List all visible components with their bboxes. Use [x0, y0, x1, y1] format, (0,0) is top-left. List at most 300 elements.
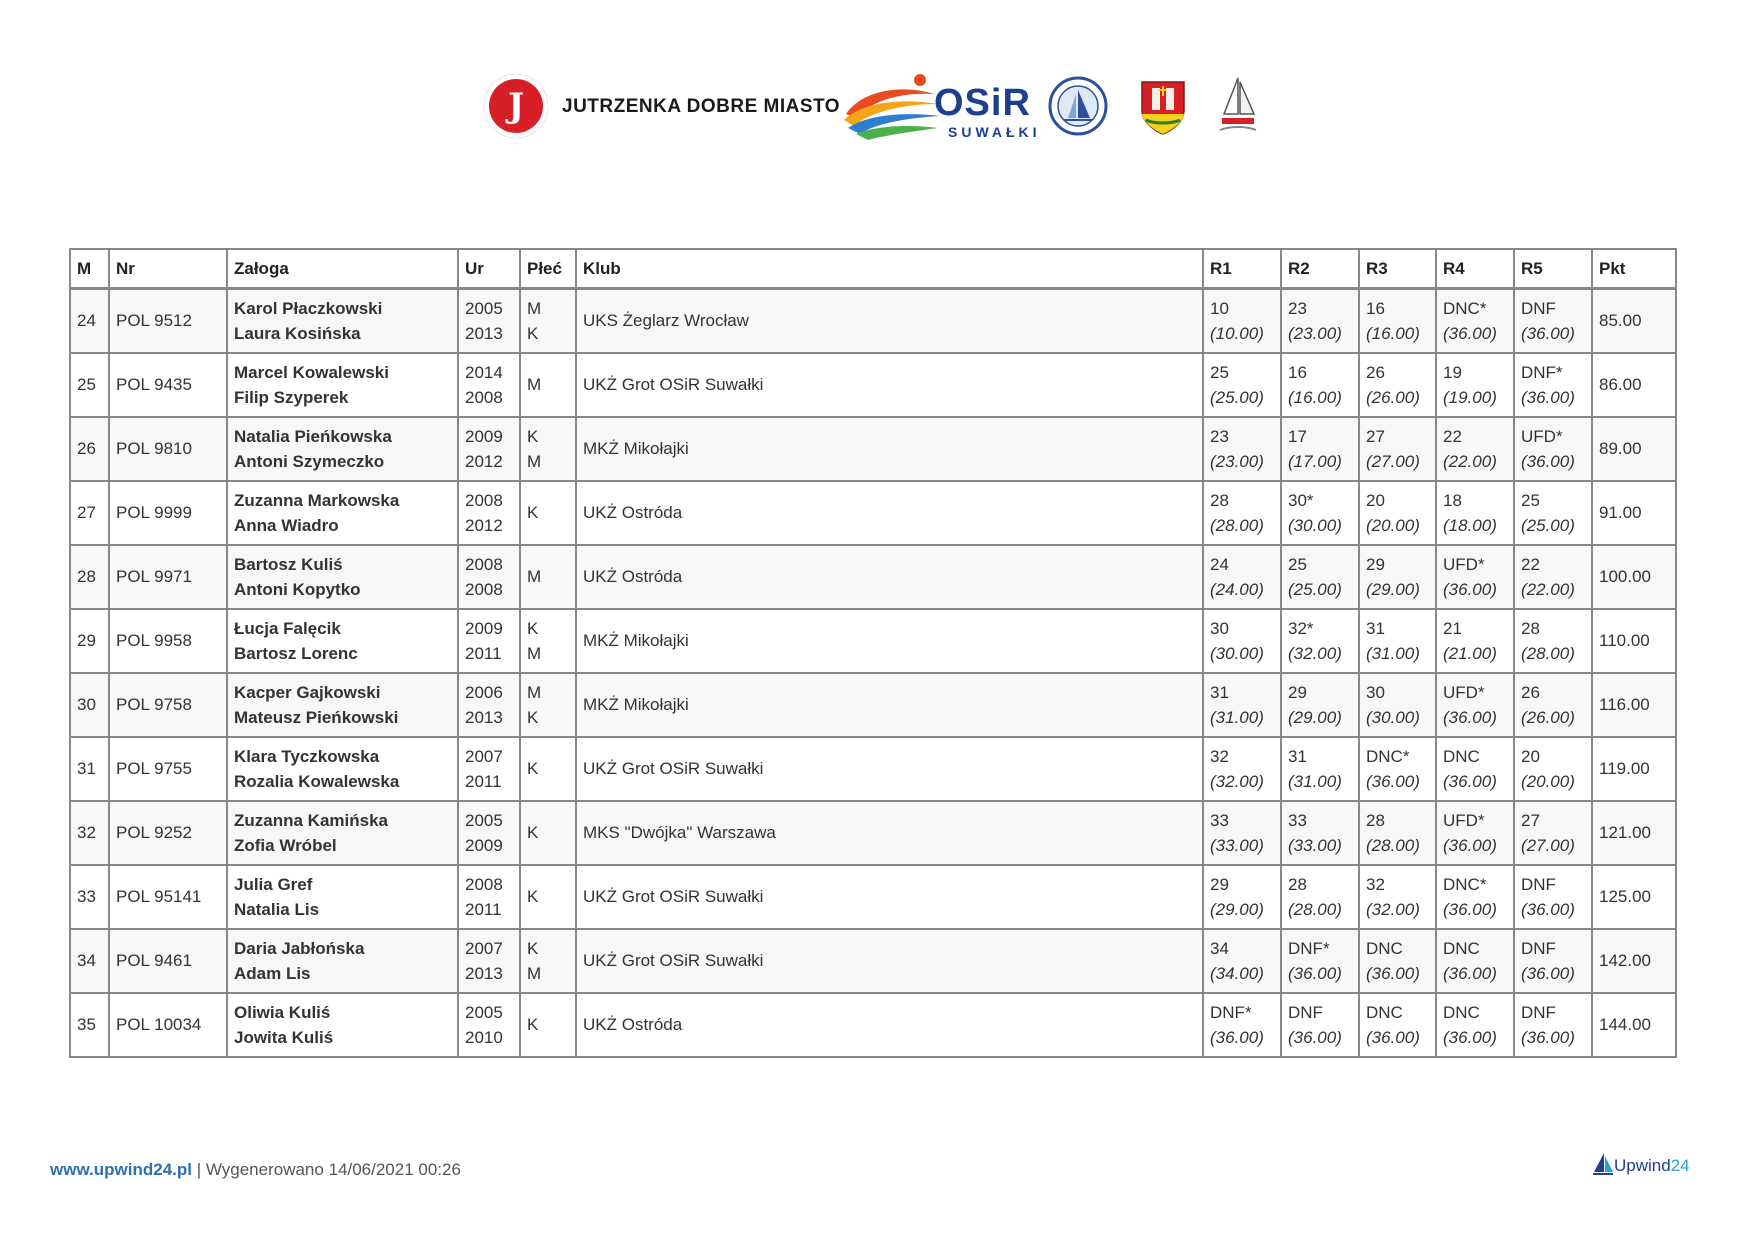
race-result-cell: [1359, 353, 1436, 417]
col-header-nr: Nr: [109, 249, 227, 289]
race-place: 29: [1366, 554, 1385, 574]
birth-year-cell: [458, 801, 520, 865]
race-place: 29: [1288, 682, 1307, 702]
birth-year: 2009: [465, 835, 503, 855]
race-points: (27.00): [1521, 835, 1575, 855]
birth-year: 2005: [465, 298, 503, 318]
race-place: DNF*: [1288, 938, 1330, 958]
sex-cell: [520, 737, 576, 801]
race-points: (23.00): [1288, 323, 1342, 343]
race-place: DNF*: [1521, 362, 1563, 382]
coat-of-arms-logo: [1140, 80, 1186, 136]
sex-value: M: [527, 451, 542, 471]
birth-year: 2012: [465, 515, 503, 535]
race-place: UFD*: [1521, 426, 1563, 446]
sex-cell: [520, 289, 576, 353]
sex-cell: [520, 673, 576, 737]
col-header-r5: R5: [1514, 249, 1592, 289]
crew-member-name: Natalia Pieńkowska: [234, 426, 392, 446]
race-points: (36.00): [1443, 899, 1497, 919]
birth-year-cell: [458, 481, 520, 545]
race-result-cell: [1359, 545, 1436, 609]
race-place: 34: [1210, 938, 1229, 958]
round-emblem-icon: [1048, 76, 1108, 136]
race-result-cell: [1359, 737, 1436, 801]
sex-value: K: [527, 759, 539, 778]
race-result-cell: [1203, 609, 1281, 673]
upwind-sail-icon: [1592, 1152, 1614, 1176]
total-points-cell: 86.00: [1592, 353, 1676, 417]
race-result-cell: [1203, 289, 1281, 353]
table-row: [70, 289, 1676, 353]
race-points: (36.00): [1443, 579, 1497, 599]
upwind-brand-text: [1614, 1156, 1690, 1176]
race-place: 30: [1366, 682, 1385, 702]
crew-member-name: Łucja Falęcik: [234, 618, 341, 638]
crew-member-name: Daria Jabłońska: [234, 938, 365, 958]
sail-number-cell: POL 9958: [109, 609, 227, 673]
race-place: 33: [1210, 810, 1229, 830]
race-result-cell: [1436, 993, 1514, 1057]
position-cell: 30: [70, 673, 109, 737]
race-points: (26.00): [1366, 387, 1420, 407]
jutrzenka-logo: [484, 74, 841, 140]
club-cell: UKŻ Grot OSiR Suwałki: [576, 929, 1203, 993]
sex-value: K: [527, 707, 539, 727]
sail-number-cell: POL 9810: [109, 417, 227, 481]
sex-cell: [520, 353, 576, 417]
race-place: 25: [1288, 554, 1307, 574]
jutrzenka-badge-letter: J: [507, 86, 525, 126]
crew-cell: [227, 737, 458, 801]
race-result-cell: [1514, 673, 1592, 737]
table-row: [70, 929, 1676, 993]
birth-year: 2008: [465, 387, 503, 407]
race-result-cell: [1281, 929, 1359, 993]
race-points: (22.00): [1521, 579, 1575, 599]
race-place: DNC: [1443, 1002, 1480, 1022]
race-result-cell: [1514, 545, 1592, 609]
club-cell: UKŻ Grot OSiR Suwałki: [576, 737, 1203, 801]
sex-value: M: [527, 567, 542, 586]
sex-value: K: [527, 887, 539, 906]
race-result-cell: [1436, 609, 1514, 673]
sail-number-cell: POL 9512: [109, 289, 227, 353]
crew-member-name: Karol Płaczkowski: [234, 298, 383, 318]
birth-year-cell: [458, 993, 520, 1057]
birth-year: 2011: [465, 643, 502, 663]
crew-cell: [227, 481, 458, 545]
birth-year-cell: [458, 929, 520, 993]
race-points: (28.00): [1521, 643, 1575, 663]
total-points-cell: 91.00: [1592, 481, 1676, 545]
race-place: 23: [1288, 298, 1307, 318]
birth-year: 2005: [465, 810, 503, 830]
race-place: 24: [1210, 554, 1229, 574]
race-points: (25.00): [1288, 579, 1342, 599]
birth-year: 2006: [465, 682, 503, 702]
footer-site-link[interactable]: www.upwind24.pl: [50, 1160, 192, 1179]
crew-cell: [227, 865, 458, 929]
race-place: UFD*: [1443, 682, 1485, 702]
col-header-points: Pkt: [1592, 249, 1676, 289]
race-points: (20.00): [1521, 771, 1575, 791]
total-points-cell: 100.00: [1592, 545, 1676, 609]
total-points-cell: 119.00: [1592, 737, 1676, 801]
crew-member-name: Filip Szyperek: [234, 387, 349, 407]
race-points: (18.00): [1443, 515, 1497, 535]
crew-member-name: Mateusz Pieńkowski: [234, 707, 399, 727]
crew-cell: [227, 545, 458, 609]
table-row: [70, 545, 1676, 609]
sex-value: M: [527, 963, 542, 983]
birth-year-cell: [458, 289, 520, 353]
race-result-cell: [1281, 289, 1359, 353]
crew-cell: [227, 353, 458, 417]
osir-wordmark: OSiR: [934, 82, 1031, 124]
upwind-brand-number: 24: [1670, 1156, 1690, 1175]
club-cell: MKŻ Mikołajki: [576, 609, 1203, 673]
birth-year: 2009: [465, 426, 503, 446]
race-place: 26: [1366, 362, 1385, 382]
club-cell: UKŻ Ostróda: [576, 993, 1203, 1057]
table-row: [70, 737, 1676, 801]
sex-cell: [520, 609, 576, 673]
sex-value: K: [527, 503, 539, 522]
osir-swoosh-icon: [842, 70, 942, 142]
race-points: (36.00): [1521, 451, 1575, 471]
col-header-r3: R3: [1359, 249, 1436, 289]
race-points: (30.00): [1288, 515, 1342, 535]
race-place: 28: [1288, 874, 1307, 894]
race-place: 17: [1288, 426, 1307, 446]
race-result-cell: [1514, 801, 1592, 865]
crew-member-name: Zuzanna Kamińska: [234, 810, 388, 830]
col-header-r1: R1: [1203, 249, 1281, 289]
race-points: (32.00): [1366, 899, 1420, 919]
crew-cell: [227, 673, 458, 737]
crew-member-name: Rozalia Kowalewska: [234, 771, 400, 791]
race-place: UFD*: [1443, 810, 1485, 830]
club-cell: MKS "Dwójka" Warszawa: [576, 801, 1203, 865]
crew-cell: [227, 417, 458, 481]
race-place: 27: [1366, 426, 1385, 446]
sex-value: K: [527, 938, 539, 958]
sail-number-cell: POL 9435: [109, 353, 227, 417]
race-points: (29.00): [1366, 579, 1420, 599]
crew-member-name: Julia Gref: [234, 874, 313, 894]
race-place: 32: [1366, 874, 1385, 894]
sex-cell: [520, 929, 576, 993]
crew-member-name: Natalia Lis: [234, 899, 320, 919]
jutrzenka-wordmark: JUTRZENKA DOBRE MIASTO: [562, 96, 841, 117]
race-place: DNC: [1366, 938, 1403, 958]
race-place: 16: [1366, 298, 1385, 318]
race-points: (36.00): [1443, 963, 1497, 983]
upwind24-logo: [1592, 1152, 1692, 1180]
col-header-r2: R2: [1281, 249, 1359, 289]
race-place: DNC: [1443, 746, 1480, 766]
race-place: 28: [1366, 810, 1385, 830]
race-result-cell: [1436, 737, 1514, 801]
crew-cell: [227, 993, 458, 1057]
race-result-cell: [1359, 481, 1436, 545]
col-header-r4: R4: [1436, 249, 1514, 289]
results-body: [70, 289, 1676, 1057]
sex-value: M: [527, 643, 542, 663]
race-result-cell: [1514, 353, 1592, 417]
position-cell: 31: [70, 737, 109, 801]
birth-year: 2012: [465, 451, 503, 471]
total-points-cell: 142.00: [1592, 929, 1676, 993]
race-place: 31: [1288, 746, 1307, 766]
osir-subtitle: SUWAŁKI: [948, 124, 1041, 140]
race-result-cell: [1203, 481, 1281, 545]
race-place: 31: [1366, 618, 1385, 638]
race-result-cell: [1281, 417, 1359, 481]
crew-member-name: Bartosz Kuliś: [234, 554, 343, 574]
footer-separator: |: [192, 1160, 206, 1179]
race-result-cell: [1359, 417, 1436, 481]
table-row: [70, 609, 1676, 673]
total-points-cell: 85.00: [1592, 289, 1676, 353]
race-points: (36.00): [1443, 323, 1497, 343]
race-place: 21: [1443, 618, 1462, 638]
race-points: (26.00): [1521, 707, 1575, 727]
race-points: (29.00): [1288, 707, 1342, 727]
position-cell: 34: [70, 929, 109, 993]
race-points: (31.00): [1366, 643, 1420, 663]
crew-member-name: Zuzanna Markowska: [234, 490, 400, 510]
coat-of-arms-icon: [1140, 80, 1186, 136]
race-points: (34.00): [1210, 963, 1264, 983]
race-result-cell: [1281, 993, 1359, 1057]
race-place: 33: [1288, 810, 1307, 830]
race-place: 18: [1443, 490, 1462, 510]
crew-member-name: Laura Kosińska: [234, 323, 361, 343]
birth-year: 2009: [465, 618, 503, 638]
race-result-cell: [1436, 417, 1514, 481]
total-points-cell: 121.00: [1592, 801, 1676, 865]
results-table: [69, 248, 1677, 1058]
position-cell: 25: [70, 353, 109, 417]
race-place: 16: [1288, 362, 1307, 382]
race-points: (20.00): [1366, 515, 1420, 535]
race-place: 19: [1443, 362, 1462, 382]
race-result-cell: [1281, 673, 1359, 737]
race-result-cell: [1359, 801, 1436, 865]
race-place: 20: [1366, 490, 1385, 510]
race-result-cell: [1359, 865, 1436, 929]
race-place: 10: [1210, 298, 1229, 318]
club-cell: UKŻ Ostróda: [576, 545, 1203, 609]
race-points: (33.00): [1288, 835, 1342, 855]
race-result-cell: [1281, 609, 1359, 673]
race-result-cell: [1203, 865, 1281, 929]
crew-member-name: Bartosz Lorenc: [234, 643, 358, 663]
race-points: (23.00): [1210, 451, 1264, 471]
sponsor-logos: [0, 70, 1744, 150]
sail-number-cell: POL 95141: [109, 865, 227, 929]
race-result-cell: [1203, 737, 1281, 801]
race-place: 25: [1210, 362, 1229, 382]
race-points: (16.00): [1366, 323, 1420, 343]
race-result-cell: [1436, 865, 1514, 929]
race-result-cell: [1281, 353, 1359, 417]
position-cell: 26: [70, 417, 109, 481]
birth-year-cell: [458, 673, 520, 737]
birth-year: 2007: [465, 746, 503, 766]
race-result-cell: [1203, 801, 1281, 865]
race-points: (36.00): [1521, 323, 1575, 343]
race-place: DNC: [1366, 1002, 1403, 1022]
crew-member-name: Klara Tyczkowska: [234, 746, 380, 766]
race-result-cell: [1514, 865, 1592, 929]
race-points: (28.00): [1288, 899, 1342, 919]
sex-value: K: [527, 1015, 539, 1034]
race-place: 28: [1521, 618, 1540, 638]
race-result-cell: [1281, 737, 1359, 801]
race-points: (25.00): [1210, 387, 1264, 407]
race-result-cell: [1514, 993, 1592, 1057]
race-points: (36.00): [1210, 1027, 1264, 1047]
race-result-cell: [1359, 609, 1436, 673]
race-place: 26: [1521, 682, 1540, 702]
sex-cell: [520, 545, 576, 609]
race-result-cell: [1203, 353, 1281, 417]
race-result-cell: [1436, 801, 1514, 865]
club-cell: UKŻ Ostróda: [576, 481, 1203, 545]
race-points: (36.00): [1366, 963, 1420, 983]
table-row: [70, 865, 1676, 929]
race-place: DNF*: [1210, 1002, 1252, 1022]
race-place: 32*: [1288, 618, 1314, 638]
race-points: (16.00): [1288, 387, 1342, 407]
sailboat-icon: [1214, 74, 1262, 138]
sex-cell: [520, 801, 576, 865]
sex-value: K: [527, 323, 539, 343]
race-points: (36.00): [1366, 1027, 1420, 1047]
race-place: 30*: [1288, 490, 1314, 510]
race-place: 32: [1210, 746, 1229, 766]
sail-number-cell: POL 9758: [109, 673, 227, 737]
sail-number-cell: POL 9252: [109, 801, 227, 865]
sex-value: K: [527, 618, 539, 638]
race-result-cell: [1514, 417, 1592, 481]
table-header-row: [70, 249, 1676, 289]
birth-year-cell: [458, 353, 520, 417]
race-points: (32.00): [1210, 771, 1264, 791]
birth-year: 2008: [465, 579, 503, 599]
birth-year: 2011: [465, 771, 502, 791]
race-points: (19.00): [1443, 387, 1497, 407]
club-cell: UKŻ Grot OSiR Suwałki: [576, 865, 1203, 929]
race-points: (36.00): [1443, 771, 1497, 791]
position-cell: 27: [70, 481, 109, 545]
crew-member-name: Kacper Gajkowski: [234, 682, 381, 702]
col-header-crew: Załoga: [227, 249, 458, 289]
sailing-logo: [1214, 74, 1262, 138]
race-place: 29: [1210, 874, 1229, 894]
race-result-cell: [1281, 801, 1359, 865]
table-row: [70, 993, 1676, 1057]
crew-member-name: Anna Wiadro: [234, 515, 339, 535]
position-cell: 29: [70, 609, 109, 673]
race-points: (36.00): [1521, 899, 1575, 919]
race-points: (36.00): [1443, 707, 1497, 727]
race-points: (28.00): [1366, 835, 1420, 855]
sex-cell: [520, 993, 576, 1057]
table-row: [70, 801, 1676, 865]
crew-member-name: Oliwia Kuliś: [234, 1002, 331, 1022]
osir-logo: [842, 70, 1041, 142]
race-result-cell: [1359, 993, 1436, 1057]
race-result-cell: [1436, 289, 1514, 353]
sex-value: K: [527, 823, 539, 842]
race-result-cell: [1436, 545, 1514, 609]
sail-number-cell: POL 9971: [109, 545, 227, 609]
race-place: 22: [1521, 554, 1540, 574]
crew-cell: [227, 801, 458, 865]
race-points: (31.00): [1288, 771, 1342, 791]
col-header-born: Ur: [458, 249, 520, 289]
race-points: (36.00): [1288, 1027, 1342, 1047]
race-place: DNF: [1521, 938, 1556, 958]
race-result-cell: [1203, 417, 1281, 481]
total-points-cell: 116.00: [1592, 673, 1676, 737]
sail-number-cell: POL 9461: [109, 929, 227, 993]
race-result-cell: [1436, 481, 1514, 545]
col-header-m: M: [70, 249, 109, 289]
race-points: (36.00): [1443, 1027, 1497, 1047]
sailing-club-round-logo: [1048, 76, 1108, 136]
position-cell: 28: [70, 545, 109, 609]
sex-value: M: [527, 682, 542, 702]
total-points-cell: 110.00: [1592, 609, 1676, 673]
position-cell: 24: [70, 289, 109, 353]
birth-year: 2013: [465, 707, 503, 727]
footer-generated-date: Wygenerowano 14/06/2021 00:26: [205, 1160, 461, 1179]
race-result-cell: [1514, 929, 1592, 993]
position-cell: 33: [70, 865, 109, 929]
sail-number-cell: POL 9999: [109, 481, 227, 545]
club-cell: UKŻ Grot OSiR Suwałki: [576, 353, 1203, 417]
club-cell: MKŻ Mikołajki: [576, 417, 1203, 481]
race-result-cell: [1203, 545, 1281, 609]
race-points: (30.00): [1366, 707, 1420, 727]
crew-member-name: Zofia Wróbel: [234, 835, 337, 855]
table-row: [70, 417, 1676, 481]
race-points: (31.00): [1210, 707, 1264, 727]
race-place: DNC*: [1366, 746, 1410, 766]
race-result-cell: [1436, 353, 1514, 417]
race-result-cell: [1359, 289, 1436, 353]
race-result-cell: [1203, 929, 1281, 993]
race-place: 27: [1521, 810, 1540, 830]
race-points: (36.00): [1521, 1027, 1575, 1047]
race-result-cell: [1359, 673, 1436, 737]
race-result-cell: [1203, 673, 1281, 737]
race-result-cell: [1203, 993, 1281, 1057]
birth-year: 2010: [465, 1027, 503, 1047]
race-result-cell: [1436, 673, 1514, 737]
footer-info: [50, 1160, 461, 1180]
race-points: (33.00): [1210, 835, 1264, 855]
race-points: (36.00): [1521, 963, 1575, 983]
race-result-cell: [1514, 289, 1592, 353]
crew-member-name: Jowita Kuliś: [234, 1027, 334, 1047]
crew-cell: [227, 289, 458, 353]
